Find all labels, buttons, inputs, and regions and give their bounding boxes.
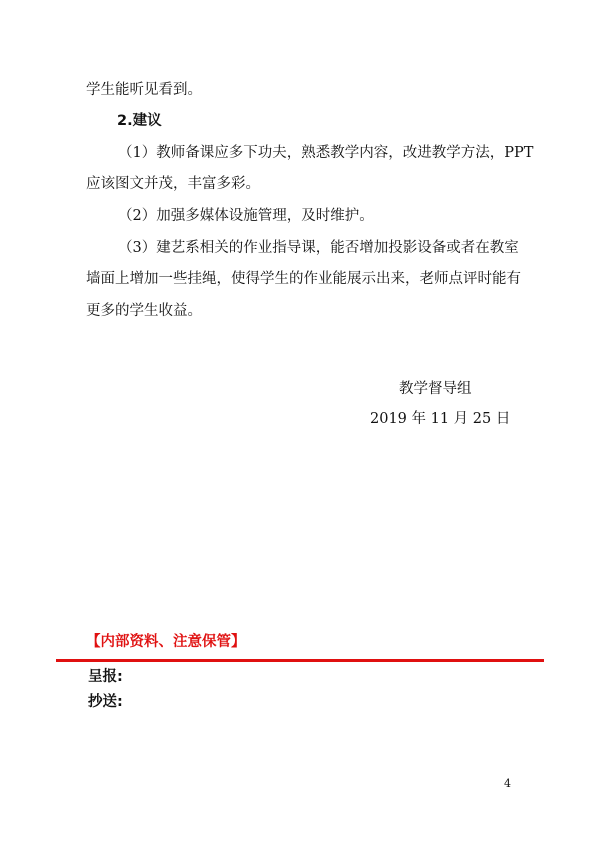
red-divider <box>56 659 544 662</box>
body-text-line: 学生能听见看到。 <box>86 82 202 98</box>
report-to-label: 呈报: <box>88 669 123 685</box>
signature-organization: 教学督导组 <box>399 381 472 397</box>
page-number: 4 <box>504 777 511 790</box>
suggestion-1-line-1: （1）教师备课应多下功夫，熟悉教学内容，改进教学方法，PPT <box>118 145 534 161</box>
copy-to-label: 抄送: <box>88 694 123 710</box>
suggestion-3-line-3: 更多的学生收益。 <box>86 303 202 319</box>
internal-notice: 【内部资料、注意保管】 <box>86 634 246 650</box>
signature-date: 2019 年 11 月 25 日 <box>370 411 511 427</box>
suggestion-3-line-1: （3）建艺系相关的作业指导课，能否增加投影设备或者在教室 <box>118 240 519 256</box>
suggestion-2-line: （2）加强多媒体设施管理，及时维护。 <box>118 208 374 224</box>
suggestion-1-line-2: 应该图文并茂，丰富多彩。 <box>86 176 260 192</box>
section-heading: 2.建议 <box>117 113 162 129</box>
suggestion-3-line-2: 墙面上增加一些挂绳，使得学生的作业能展示出来，老师点评时能有 <box>86 271 521 287</box>
